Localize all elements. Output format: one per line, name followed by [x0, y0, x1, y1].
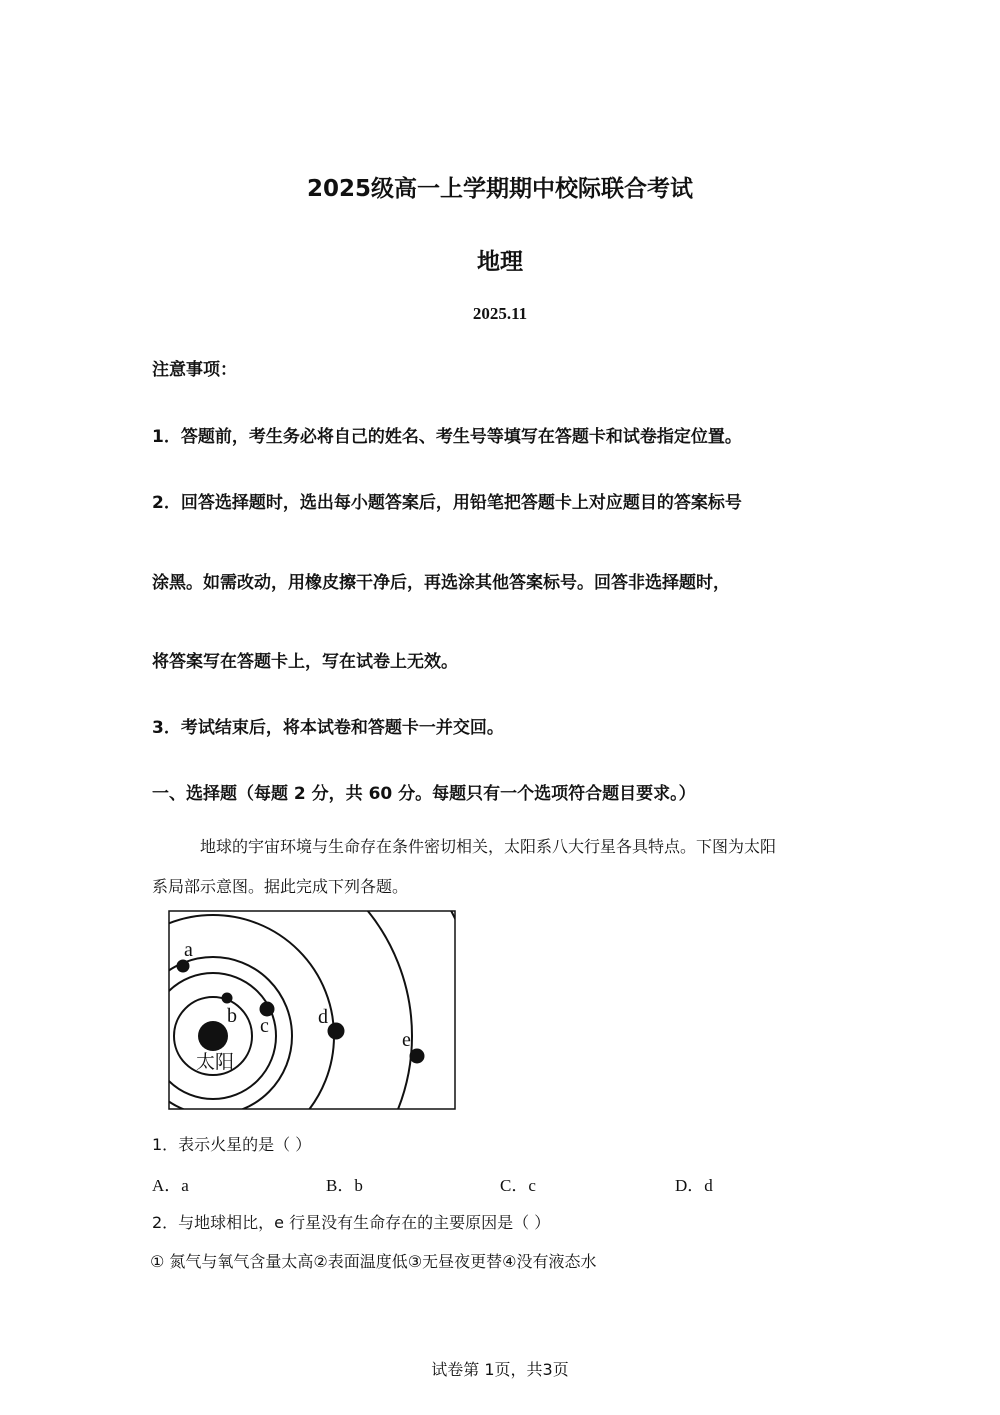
- notice-item-3: 3．考试结束后，将本试卷和答题卡一并交回。: [152, 718, 504, 738]
- subject-title: 地理: [477, 249, 523, 275]
- planet-label-b: b: [227, 1005, 237, 1027]
- exam-title: 2025级高一上学期期中校际联合考试: [306, 176, 693, 202]
- notice-item-2-line-3: 将答案写在答题卡上，写在试卷上无效。: [152, 652, 458, 672]
- exam-date: 2025.11: [472, 304, 528, 323]
- diagram-frame: [169, 911, 455, 1109]
- question-1-stem: 1．表示火星的是（ ）: [152, 1135, 312, 1154]
- intro-line-1: 地球的宇宙环境与生命存在条件密切相关，太阳系八大行星各具特点。下图为太阳: [200, 837, 777, 856]
- planet-label-c: c: [260, 1015, 269, 1037]
- orbit-3: [168, 957, 292, 1111]
- planet-label-e: e: [402, 1029, 411, 1051]
- intro-line-2: 系局部示意图。据此完成下列各题。: [152, 877, 409, 896]
- planet-d: [328, 1023, 345, 1040]
- notice-heading: 注意事项：: [152, 360, 237, 380]
- question-2-statements: ① 氮气与氧气含量太高②表面温度低③无昼夜更替④没有液态水: [150, 1252, 597, 1271]
- planet-label-d: d: [318, 1006, 328, 1028]
- question-1-option-a: A．a: [152, 1176, 189, 1195]
- question-1-option-c: C．c: [500, 1176, 536, 1195]
- sun-label: 太阳: [195, 1051, 235, 1073]
- planet-label-a: a: [184, 939, 193, 961]
- page-footer: 试卷第 1页，共3页: [431, 1360, 569, 1379]
- notice-item-2-line-2: 涂黑。如需改动，用橡皮擦干净后，再选涂其他答案标号。回答非选择题时，: [152, 573, 730, 593]
- planet-b: [222, 993, 233, 1004]
- question-1-option-b: B．b: [326, 1176, 363, 1195]
- solar-system-diagram: [168, 910, 456, 1111]
- planet-a: [177, 960, 190, 973]
- orbit-5: [168, 910, 412, 1111]
- notice-item-2-line-1: 2．回答选择题时，选出每小题答案后，用铅笔把答题卡上对应题目的答案标号: [152, 493, 742, 513]
- planet-e: [410, 1049, 425, 1064]
- sun: [198, 1021, 228, 1051]
- notice-item-1: 1．答题前，考生务必将自己的姓名、考生号等填写在答题卡和试卷指定位置。: [152, 427, 742, 447]
- question-1-option-d: D．d: [675, 1176, 713, 1195]
- section-heading: 一、选择题（每题 2 分，共 60 分。每题只有一个选项符合题目要求。）: [152, 784, 696, 804]
- question-2-stem: 2．与地球相比，e 行星没有生命存在的主要原因是（ ）: [152, 1213, 551, 1232]
- orbit-4: [168, 915, 334, 1111]
- orbit-6: [168, 910, 456, 1111]
